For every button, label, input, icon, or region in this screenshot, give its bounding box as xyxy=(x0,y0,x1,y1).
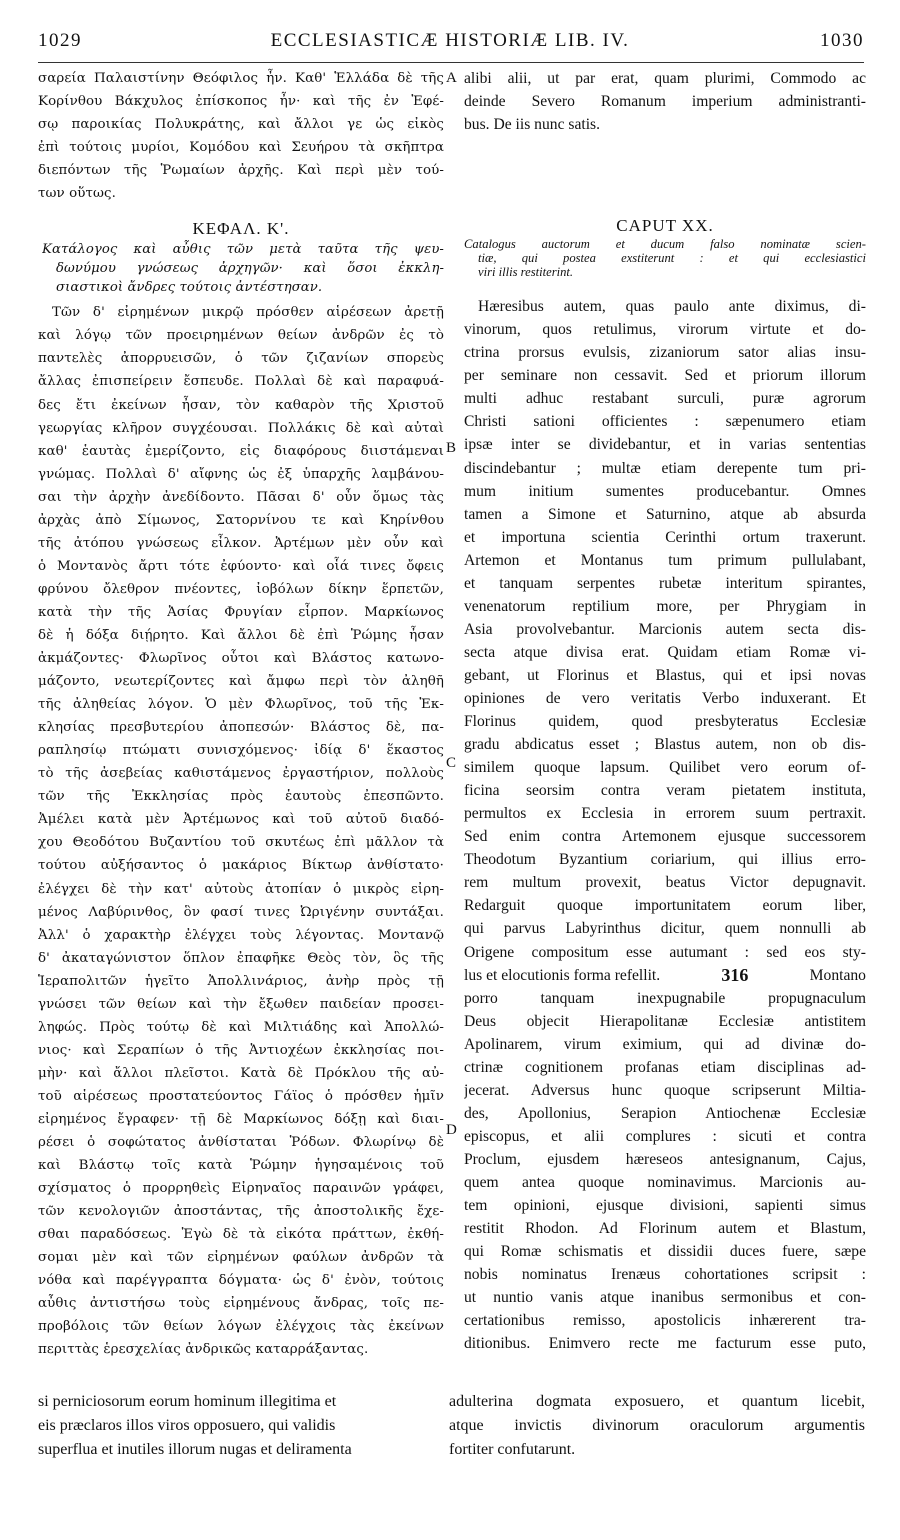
greek-line: Ἱεραπολιτῶν ἡγεῖτο Ἀπολλινάριος, ἀνὴρ πρὸς τῇ xyxy=(38,973,444,989)
bottom-line: si perniciosorum eorum hominum illegitima et xyxy=(38,1393,337,1410)
running-title: ECCLESIASTICÆ HISTORIÆ LIB. IV. xyxy=(270,30,630,51)
greek-line: παντελὲς ἀπορρυεισῶν, ὁ τῶν ζιζανίων σπορεὺς xyxy=(38,351,444,367)
greek-line: καὶ Βλάστῳ τοῖς κατὰ Ῥώμην ἡγησαμένοις τοῦ xyxy=(38,1158,444,1174)
latin-line: bus. De iis nunc satis. xyxy=(464,116,601,134)
greek-line: νόθα καὶ παρέγγραπτα δόγματα· ὡς δ' ἐνὸν, τούτοις xyxy=(38,1273,444,1289)
greek-line: γνώμας. Πολλαὶ δ' αἴφνης ὡς ἐξ ὑπαρχῆς λαμβάνου- xyxy=(38,466,444,482)
latin-summary-line: Catalogus auctorum et ducum falso nominatæ scien- xyxy=(464,237,866,252)
latin-line: quem antea quoque nominavimus. Marcionis au- xyxy=(464,1173,866,1191)
latin-line: et importuna scientia Cerinthi ortum traxerunt. xyxy=(464,528,866,546)
greek-line: ἐπὶ τούτοις μυρίοι, Κομόδου καὶ Σευήρου τὰ σκῆπτρα xyxy=(38,140,444,156)
greek-line: μάζοντο, νεωτερίζοντες καὶ ἄμφω περὶ τὸν ἀληθῆ xyxy=(38,674,444,690)
latin-line: Sed enim contra Artemonem ejusque successorem xyxy=(464,828,866,846)
greek-line: Ἀμέλει κατὰ μὲν Ἀρτέμωνος καὶ τοῦ αὐτοῦ διαδό- xyxy=(38,812,444,828)
greek-line: σχίσματος ὁ προρρηθεὶς Εἰρηναῖος παραινῶν γράφει, xyxy=(38,1181,444,1197)
greek-chapter-summary xyxy=(38,240,444,297)
latin-line: venenatorum reptilium more, per Phrygiam in xyxy=(464,597,866,615)
latin-line: Apolinarem, virum eximium, qui ad divinæ do- xyxy=(464,1035,866,1053)
greek-line: νιος· καὶ Σεραπίων ὁ τῆς Ἀντιοχέων ἐκκλησίας ποι- xyxy=(38,1042,444,1058)
latin-line: des, Apollonius, Serapion Antiochenæ Ecclesiæ xyxy=(464,1104,866,1122)
latin-line: per seminare non cessavit. Sed et priorum illorum xyxy=(464,367,866,385)
greek-line: τοῦ αἱρέσεως προστατεύοντος Γάϊος ὁ πρόσθεν ἡμῖν xyxy=(38,1088,444,1104)
greek-line: σαι τὴν ἀρχὴν ἀνεδίδοντο. Πᾶσαι δ' οὖν ὅμως τὰς xyxy=(38,489,444,505)
greek-line: περιττὰς ἑρεσχελίας ἀνδρικῶς καταρράξαντας. xyxy=(38,1342,369,1358)
greek-line: καθ' ἑαυτὰς ἐμερίζοντο, εἰς διαφόρους διιστάμεναι xyxy=(38,443,444,459)
header-rule xyxy=(38,62,864,63)
greek-line: Κορίνθου Βάκχυλος ἐπίσκοπος ἦν· καὶ τῆς ἐν Ἐφέ- xyxy=(38,94,444,110)
greek-line: των οὕτως. xyxy=(38,186,117,202)
latin-line: episcopus, et alii complures : sicuti et contra xyxy=(464,1127,866,1145)
greek-line: τῆς ἀτόπου γνώσεως εἶλκον. Ἀρτέμων μὲν οὖν καὶ xyxy=(38,535,444,551)
latin-chapter-summary xyxy=(464,237,866,279)
latin-line: Redarguit quoque importunitatem eorum liber, xyxy=(464,897,866,915)
greek-line: τῶν κενολογιῶν ἀποστάντας, τῆς ἀποστολικῆς ἔχε- xyxy=(38,1204,444,1220)
greek-line: εἰρημένος ἔγραφεν· τῇ δὲ Μαρκίωνος δόξῃ καὶ διαι- xyxy=(38,1111,444,1127)
page-number-right: 1030 xyxy=(820,30,864,51)
latin-line: Deus objecit Hierapolitanæ Ecclesiæ antistitem xyxy=(464,1012,866,1030)
latin-line-with-page-marker xyxy=(464,964,866,987)
greek-column xyxy=(38,67,444,1361)
greek-line: χου Θεοδότου Βυζαντίου τοῦ σκυτέως ἐπὶ μᾶλλον τὰ xyxy=(38,835,444,851)
greek-line: κατὰ τὴν τῆς Ἀσίας Φρυγίαν εἷρπον. Μαρκίωνος xyxy=(38,604,444,620)
latin-body xyxy=(464,295,866,1355)
latin-line: permultos ex Ecclesia in errorem suum pertraxit. xyxy=(464,805,866,823)
bottom-left xyxy=(38,1390,352,1462)
greek-line: κλησίας πρεσβυτερίου ἀποπεσών· Βλάστος δὲ, πα- xyxy=(38,720,444,736)
latin-line: ditionibus. Enimvero recte me facturum esse puto, xyxy=(464,1335,866,1353)
latin-line: jecerat. Adversus hunc quoque scripserunt Miltia- xyxy=(464,1081,866,1099)
greek-body xyxy=(38,301,444,1361)
latin-line: ipsæ inter se dividebantur, et in varias sententias xyxy=(464,436,866,454)
greek-line: αὖθις ἀντιστήσω τοὺς εἰρημένους ἄνδρας, τοῖς πε- xyxy=(38,1296,444,1312)
greek-line: δὲ ἡ δόξα διῄρητο. Καὶ ἄλλοι δὲ ἐπὶ Ῥώμης ἦσαν xyxy=(38,627,444,643)
latin-line: ut nuntio vanis atque inanibus sermonibus et con- xyxy=(464,1289,866,1307)
greek-line: γνώσει τῶν θείων καὶ τὴν ἔξωθεν παιδείαν προσει- xyxy=(38,996,444,1012)
greek-line: μένος Λαβύρινθος, ὃν φασί τινες Ὠριγένην συντάξαι. xyxy=(38,904,444,920)
latin-column xyxy=(464,67,866,1355)
latin-line: secta atque divisa erat. Quidam etiam Romæ vi- xyxy=(464,643,866,661)
latin-line: Origene compositum esse autumant : sed eos sty- xyxy=(464,943,866,961)
latin-line: qui parvus Labyrinthus dicitur, quem nonnulli ab xyxy=(464,920,866,938)
latin-line: rem multum provexit, beatus Victor depugnavit. xyxy=(464,874,866,892)
greek-line: τούτου αὐξήσαντος ὁ μακάριος Βίκτωρ ἀνθίστατο· xyxy=(38,858,444,874)
bottom-line: atque invictis divinorum oraculorum argumentis xyxy=(449,1417,865,1434)
greek-line: σομαι μὲν καὶ τῶν εἰρημένων φαύλων ἀνδρῶν τὰ xyxy=(38,1250,444,1266)
greek-line: μὴν· καὶ ἄλλοι πλεῖστοι. Κατὰ δὲ Πρόκλου τῆς αὐ- xyxy=(38,1065,444,1081)
greek-line: ἀκμάζοντες· Φλωρῖνος οὗτοι καὶ Βλάστος κατωνο- xyxy=(38,651,444,667)
latin-summary-line: viri illis restiterint. xyxy=(478,265,574,280)
latin-line-text: lus et elocutionis forma refellit. xyxy=(464,966,661,984)
greek-line: σῳ παροικίας Πολυκράτης, καὶ ἄλλοι γε ὡς εἰκὸς xyxy=(38,117,444,133)
margin-letter-d: D xyxy=(446,1122,457,1138)
bottom-line: adulterina dogmata exposuero, et quantum licebit, xyxy=(449,1393,865,1410)
margin-letter-c: C xyxy=(446,755,457,771)
latin-line: tamen a Simone et Saturnino, atque ab absurda xyxy=(464,505,866,523)
latin-line: certationibus remisso, apostolicis inhærerent tra- xyxy=(464,1312,866,1330)
greek-line: φρύνου ὄλεθρον πνέοντες, ἰοβόλων δίκην ἕρπετῶν, xyxy=(38,581,444,597)
greek-line: τὸ τῆς ἀσεβείας καθιστάμενος ἐργαστήριον, πολλοὺς xyxy=(38,766,444,782)
latin-intro xyxy=(464,67,866,136)
greek-line: ληφώς. Πρὸς τούτῳ δὲ καὶ Μιλτιάδης καὶ Ἀπολλώ- xyxy=(38,1019,444,1035)
greek-line: καὶ λόγῳ τῶν προειρημένων θείων ἀνδρῶν ἐς τὸ xyxy=(38,328,444,344)
latin-line: similem quoque lapsum. Quilibet vero eorum of- xyxy=(464,759,866,777)
latin-chapter-title: CAPUT XX. xyxy=(616,216,714,236)
bottom-line: fortiter confutarunt. xyxy=(449,1441,576,1458)
greek-line: ρέσει ὁ σοφώτατος ἀνθίσταται Ῥόδων. Φλωρίνῳ δὲ xyxy=(38,1135,444,1151)
latin-line: Artemon et Montanus tum primum pullulabant, xyxy=(464,551,866,569)
latin-line: mum initium sumentes producebantur. Omnes xyxy=(464,482,866,500)
greek-line: Ἀλλ' ὁ χαρακτὴρ ἐλέγχει τοὺς λέγοντας. Μοντανῷ xyxy=(38,927,444,943)
latin-line: Proclum, ejusdem hæreseos antesignanum, Cajus, xyxy=(464,1150,866,1168)
greek-summary-line: σιαστικοὶ ἄνδρες τούτοις ἀντέστησαν. xyxy=(56,280,323,296)
margin-letter-a: A xyxy=(446,70,457,86)
latin-line: gebant, ut Florinus et Blastus, qui et ipsi novas xyxy=(464,666,866,684)
greek-line: δ' ἀκαταγώνιστον ὅπλον ἐπαφῆκε Θεὸς τὸν, ὃς τῆς xyxy=(38,950,444,966)
greek-line: προβόλοις τῶν θείων λόγων ἐλέγχοις τὰς ἐκείνων xyxy=(38,1319,444,1335)
latin-line: restitit Rhodon. Ad Florinum autem et Blastum, xyxy=(464,1220,866,1238)
greek-line: δες ἔτι ἐκείνων ἦσαν, τὸν καθαρὸν τῆς Χριστοῦ xyxy=(38,397,444,413)
latin-line: Florinus quidem, quod presbyteratus Ecclesiæ xyxy=(464,713,866,731)
bottom-right xyxy=(449,1390,865,1462)
latin-line: Christi sationi officientes : sæpenumero etiam xyxy=(464,413,866,431)
greek-summary-line: Κατάλογος καὶ αὖθις τῶν μετὰ ταῦτα τῆς ψευ- xyxy=(42,242,444,258)
greek-line: ὁ Μοντανὸς ἄρτι τότε ἐφύοντο· καὶ οἷά τινες ὄφεις xyxy=(38,558,444,574)
latin-line: ctrinæ cognitionem profanas etiam disciplinas ad- xyxy=(464,1058,866,1076)
latin-line: et tanquam serpentes rubetæ interitum spirantes, xyxy=(464,574,866,592)
latin-line: discindebantur ; multæ etiam derepente tum pri- xyxy=(464,459,866,477)
greek-line: ἀρχὰς ἀπὸ Σίμωνος, Σατορνίνου τε καὶ Κηρίνθου xyxy=(38,512,444,528)
greek-line: γεωργίας κλῆρον συγχέουσαι. Πολλάκις δὲ καὶ αὐταὶ xyxy=(38,420,444,436)
latin-line: ficina seorsim contra veram pietatem instituta, xyxy=(464,782,866,800)
latin-line: Hæresibus autem, quas paulo ante diximus, di- xyxy=(478,298,866,316)
latin-line: multi adhuc restabant surculi, puræ agrorum xyxy=(464,390,866,408)
page-marker: 316 xyxy=(721,964,749,985)
latin-line: Theodotum Byzantium coriarium, qui illius erro- xyxy=(464,851,866,869)
latin-line: nobis nominatus Irenæus cohortationes scripsit : xyxy=(464,1266,866,1284)
greek-line: Τῶν δ' εἰρημένων μικρῷ πρόσθεν αἱρέσεων ἀρετῇ xyxy=(52,305,444,321)
latin-line: gradu abdicatus esset ; Blastus autem, non ob dis- xyxy=(464,736,866,754)
bottom-line: superflua et inutiles illorum nugas et deliramenta xyxy=(38,1441,352,1458)
latin-line: alibi alii, ut par erat, quam plurimi, Commodo ac xyxy=(464,70,866,87)
greek-line: τῶν τῆς Ἐκκλησίας πρὸς ἑαυτοὺς ἐπεσπῶντο. xyxy=(38,789,444,805)
greek-line: τῆς ἀληθείας λόγον. Ὁ μὲν Φλωρῖνος, τοῦ τῆς Ἐκ- xyxy=(38,697,444,713)
bottom-line: eis præclaros illos viros opposuero, qui validis xyxy=(38,1417,336,1434)
page-number-left: 1029 xyxy=(38,30,82,51)
greek-intro xyxy=(38,67,444,205)
greek-line: σαρεία Παλαιστίνην Θεόφιλος ἦν. Καθ' Ἑλλάδα δὲ τῆς xyxy=(38,71,444,86)
latin-line: deinde Severo Romanum imperium administranti- xyxy=(464,93,866,111)
latin-line: vinorum, quos retulimus, virorum virtute et do- xyxy=(464,321,866,339)
greek-line: ραπλησίῳ πτώματι συνισχόμενος· ἰδίᾳ δ' ἕκαστος xyxy=(38,743,444,759)
greek-chapter-title: ΚΕΦΑΛ. Κ'. xyxy=(192,219,290,239)
latin-line: tem opinioni, ejusque divisioni, sapienti simus xyxy=(464,1197,866,1215)
greek-line: διεπόντων τῆς Ῥωμαίων ἀρχῆς. Καὶ περὶ μὲν τού- xyxy=(38,163,444,179)
greek-line: ἄλλας ἐπισπείρειν ἔσπευδε. Πολλαὶ δὲ καὶ παραφυά- xyxy=(38,374,444,390)
latin-line: opiniones de vero veritatis Verbo induxerant. Et xyxy=(464,689,866,707)
latin-line: Asia provolvebantur. Marcionis autem secta dis- xyxy=(464,620,866,638)
greek-line: ἐλέγχει δὲ τὴν κατ' αὐτοὺς ἀτοπίαν ὁ μικρὸς εἰρη- xyxy=(38,881,444,897)
greek-line: σθαι παραδόσεως. Ἐγὼ δὲ τὰ εἰκότα πράττων, ἐκθή- xyxy=(38,1227,444,1243)
latin-line: qui Romæ schismatis et dissidii duces fuere, sæpe xyxy=(464,1243,866,1261)
greek-summary-line: δωνύμου γνώσεως ἀρχηγῶν· καὶ ὅσοι ἐκκλη- xyxy=(56,261,444,277)
latin-line-text: Montano xyxy=(809,966,866,984)
latin-line: ctrina prorsus evulsis, zizaniorum sator alias insu- xyxy=(464,344,866,362)
latin-summary-line: tiæ, qui postea exstiterunt : et qui ecclesiastici xyxy=(478,251,866,266)
margin-letter-b: B xyxy=(446,440,457,456)
latin-line: porro tanquam inexpugnabile propugnaculum xyxy=(464,989,866,1007)
